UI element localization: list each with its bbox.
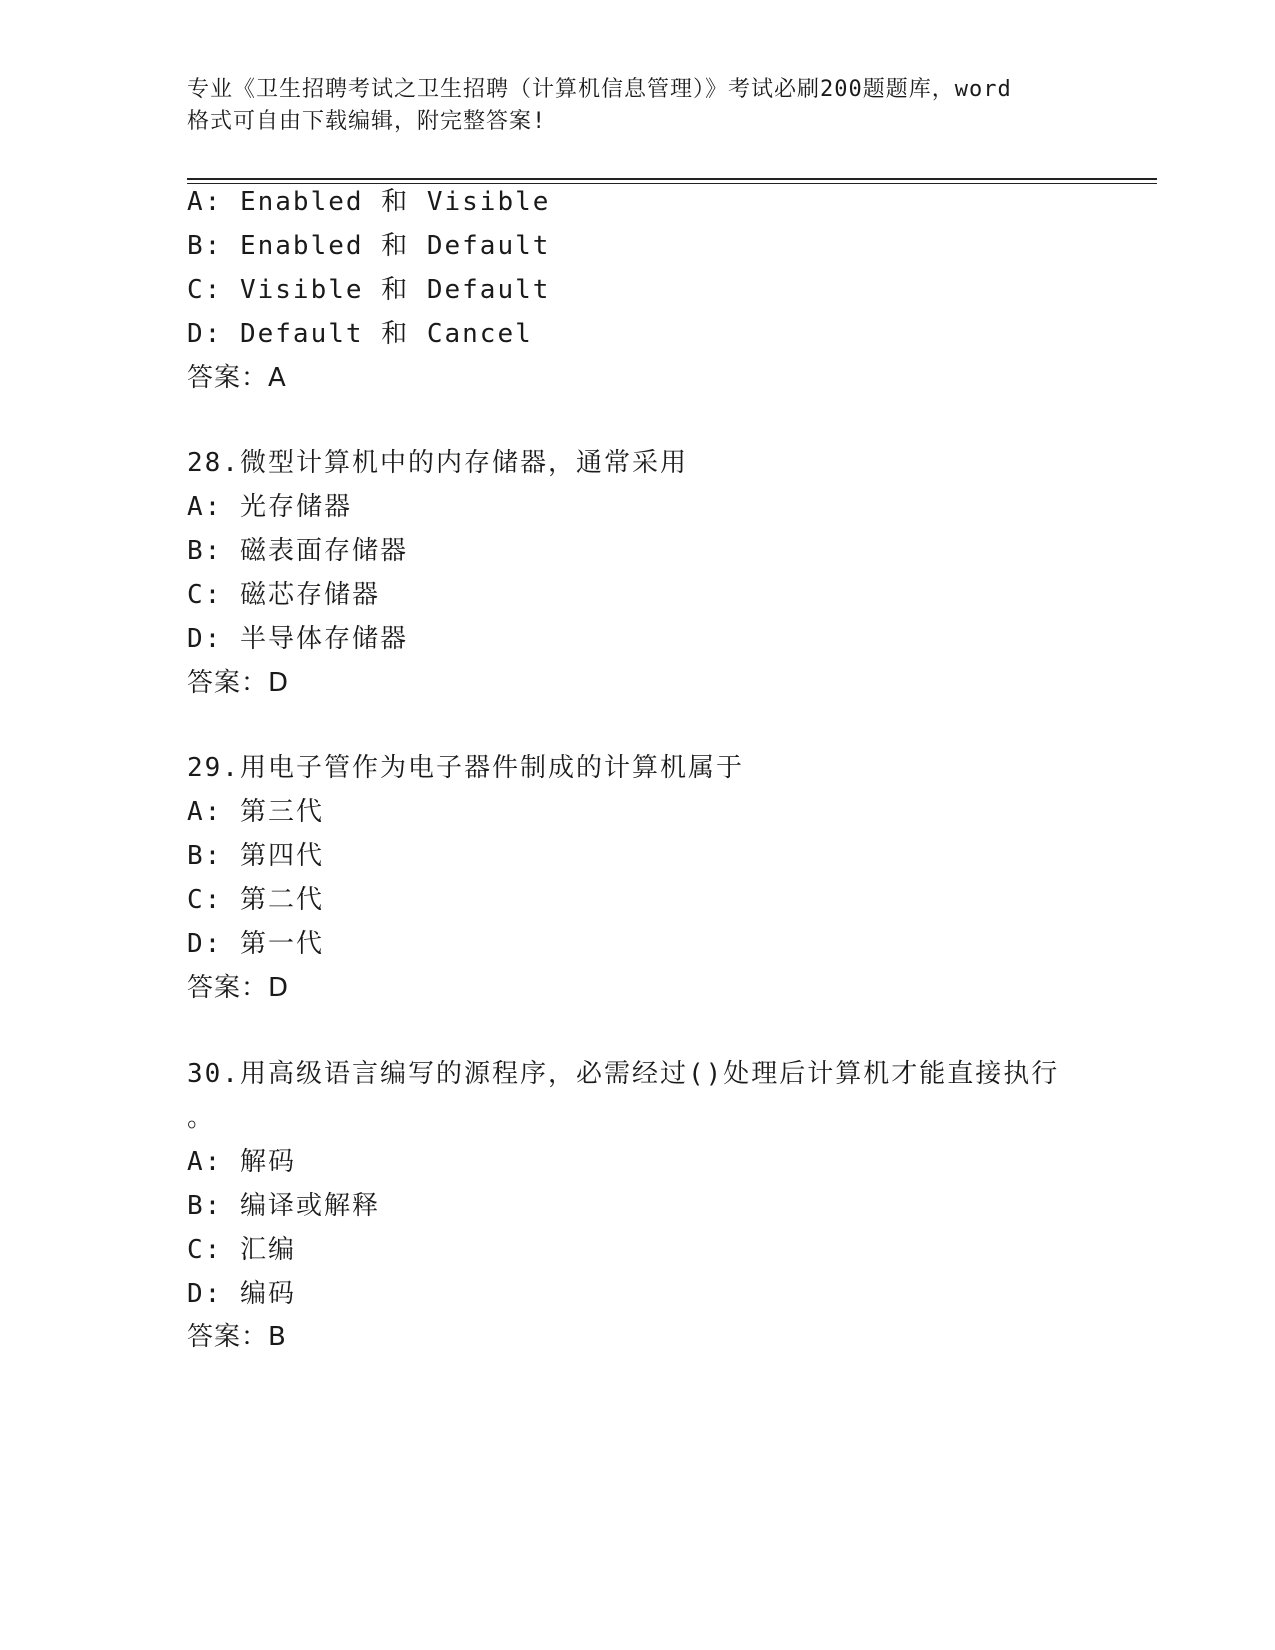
- q27-option-d: D: Default 和 Cancel: [187, 319, 533, 349]
- q29-option-b: B: 第四代: [187, 841, 324, 871]
- q29-option-d: D: 第一代: [187, 929, 324, 959]
- q27-option-c: C: Visible 和 Default: [187, 275, 551, 305]
- q30-option-a: A: 解码: [187, 1147, 296, 1177]
- document-header: [187, 74, 1087, 138]
- q30-option-b: B: 编译或解释: [187, 1191, 380, 1221]
- q30-question: 30.用高级语言编写的源程序，必需经过()处理后计算机才能直接执行: [187, 1059, 1060, 1089]
- header-divider-thick: [187, 178, 1157, 180]
- q27-option-b: B: Enabled 和 Default: [187, 231, 551, 261]
- q30-option-d: D: 编码: [187, 1279, 296, 1309]
- q29-option-a: A: 第三代: [187, 797, 324, 827]
- q30-question-cont: 。: [187, 1103, 216, 1133]
- header-divider-thin: [187, 183, 1157, 184]
- q29-question: 29.用电子管作为电子器件制成的计算机属于: [187, 753, 744, 783]
- q28-question: 28.微型计算机中的内存储器，通常采用: [187, 448, 688, 478]
- q28-option-c: C: 磁芯存储器: [187, 580, 380, 610]
- q28-option-d: D: 半导体存储器: [187, 624, 408, 654]
- q30-option-c: C: 汇编: [187, 1235, 296, 1265]
- header-line-1: 专业《卫生招聘考试之卫生招聘（计算机信息管理）》考试必刷200题题库，word: [187, 77, 1012, 102]
- q29-answer: 答案：D: [187, 973, 290, 1003]
- q28-option-a: A: 光存储器: [187, 492, 352, 522]
- q27-answer: 答案：A: [187, 363, 287, 393]
- q29-option-c: C: 第二代: [187, 885, 324, 915]
- q28-answer: 答案：D: [187, 668, 290, 698]
- header-line-2: 格式可自由下载编辑，附完整答案!: [187, 109, 547, 134]
- document-page: [187, 0, 1157, 1650]
- q28-option-b: B: 磁表面存储器: [187, 536, 408, 566]
- q30-answer: 答案：B: [187, 1322, 287, 1352]
- q27-option-a: A: Enabled 和 Visible: [187, 187, 551, 217]
